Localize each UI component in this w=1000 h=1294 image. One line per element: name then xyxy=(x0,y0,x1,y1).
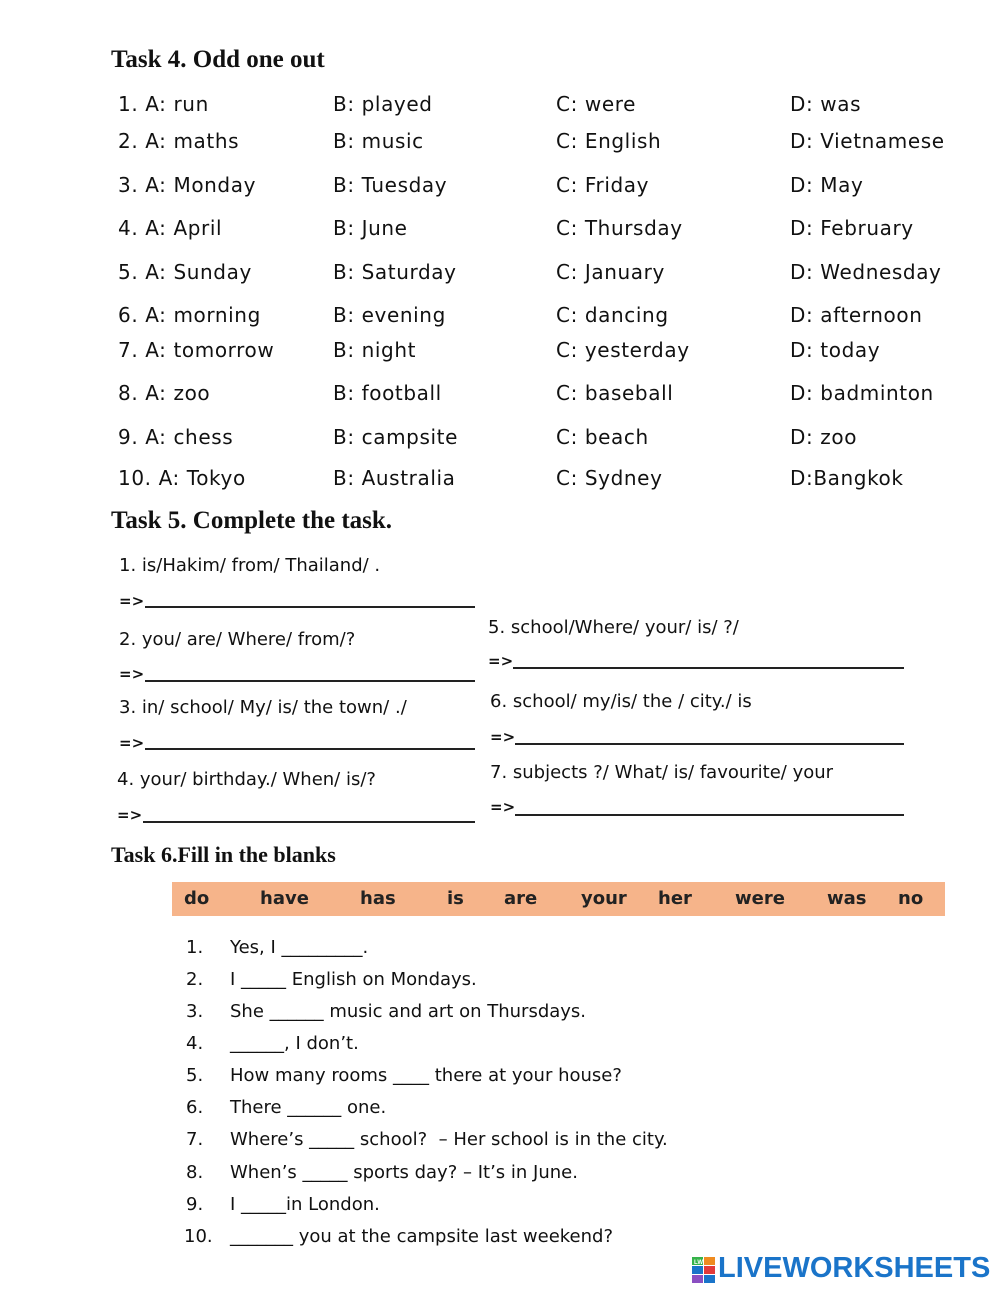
answer-arrow: => xyxy=(490,798,516,816)
task5-prompt-1: 1. is/Hakim/ from/ Thailand/ . xyxy=(119,555,381,576)
answer-arrow: => xyxy=(119,665,145,683)
option-d[interactable]: D: February xyxy=(790,216,914,240)
task6-title: Task 6.Fill in the blanks xyxy=(111,842,336,867)
option-d[interactable]: D: badminton xyxy=(790,381,934,405)
option-d[interactable]: D: Wednesday xyxy=(790,260,942,284)
option-b[interactable]: B: June xyxy=(333,216,408,240)
option-c[interactable]: C: January xyxy=(556,260,665,284)
word-bank-item: her xyxy=(658,888,692,909)
option-b[interactable]: B: Tuesday xyxy=(333,173,448,197)
fill-sentence[interactable]: I _____in London. xyxy=(230,1194,380,1215)
item-number: 7. xyxy=(186,1129,204,1150)
option-c[interactable]: C: were xyxy=(556,92,637,116)
option-c[interactable]: C: Thursday xyxy=(556,216,683,240)
item-number: 6. xyxy=(186,1097,204,1118)
answer-arrow: => xyxy=(117,806,143,824)
fill-sentence[interactable]: When’s _____ sports day? – It’s in June. xyxy=(230,1162,578,1183)
fill-sentence[interactable]: How many rooms ____ there at your house? xyxy=(230,1065,622,1086)
fill-sentence[interactable]: Yes, I _________. xyxy=(230,937,369,958)
word-bank-item: has xyxy=(360,888,396,909)
option-c[interactable]: C: Sydney xyxy=(556,466,663,490)
liveworksheets-logo-text: LIVEWORKSHEETS xyxy=(718,1252,991,1284)
option-d[interactable]: D: today xyxy=(790,338,881,362)
task5-prompt-5: 5. school/Where/ your/ is/ ?/ xyxy=(488,617,739,638)
fill-sentence[interactable]: There ______ one. xyxy=(230,1097,387,1118)
option-c[interactable]: C: yesterday xyxy=(556,338,690,362)
task5-prompt-2: 2. you/ are/ Where/ from/? xyxy=(119,629,356,650)
word-bank-item: do xyxy=(184,888,210,909)
task5-prompt-4: 4. your/ birthday./ When/ is/? xyxy=(117,769,376,790)
option-a[interactable]: 8. A: zoo xyxy=(118,381,211,405)
fill-sentence[interactable]: I _____ English on Mondays. xyxy=(230,969,477,990)
word-bank xyxy=(172,882,945,916)
item-number: 1. xyxy=(186,937,204,958)
item-number: 2. xyxy=(186,969,204,990)
option-d[interactable]: D: zoo xyxy=(790,425,858,449)
answer-line-5[interactable] xyxy=(513,667,904,669)
fill-sentence[interactable]: _______ you at the campsite last weekend? xyxy=(230,1226,614,1247)
option-a[interactable]: 2. A: maths xyxy=(118,129,240,153)
fill-sentence[interactable]: Where’s _____ school? – Her school is in the city. xyxy=(230,1129,668,1150)
task5-prompt-3: 3. in/ school/ My/ is/ the town/ ./ xyxy=(119,697,407,718)
option-a[interactable]: 10. A: Tokyo xyxy=(118,466,246,490)
fill-sentence[interactable]: ______, I don’t. xyxy=(230,1033,359,1054)
option-c[interactable]: C: beach xyxy=(556,425,649,449)
task5-title: Task 5. Complete the task. xyxy=(111,507,393,534)
fill-sentence[interactable]: She ______ music and art on Thursdays. xyxy=(230,1001,587,1022)
answer-line-1[interactable] xyxy=(145,606,475,608)
answer-line-6[interactable] xyxy=(515,743,904,745)
option-b[interactable]: B: Australia xyxy=(333,466,456,490)
answer-arrow: => xyxy=(488,652,514,670)
option-d[interactable]: D: Vietnamese xyxy=(790,129,945,153)
option-a[interactable]: 3. A: Monday xyxy=(118,173,257,197)
option-b[interactable]: B: football xyxy=(333,381,442,405)
word-bank-item: are xyxy=(504,888,538,909)
item-number: 9. xyxy=(186,1194,204,1215)
option-a[interactable]: 4. A: April xyxy=(118,216,223,240)
answer-line-3[interactable] xyxy=(145,748,475,750)
word-bank-item: was xyxy=(827,888,867,909)
option-a[interactable]: 5. A: Sunday xyxy=(118,260,252,284)
option-c[interactable]: C: English xyxy=(556,129,662,153)
option-c[interactable]: C: baseball xyxy=(556,381,674,405)
item-number: 10. xyxy=(184,1226,213,1247)
option-a[interactable]: 6. A: morning xyxy=(118,303,261,327)
answer-line-2[interactable] xyxy=(145,680,475,682)
option-a[interactable]: 1. A: run xyxy=(118,92,209,116)
logo-mark-text: LW xyxy=(694,1260,703,1266)
option-b[interactable]: B: played xyxy=(333,92,433,116)
word-bank-item: have xyxy=(260,888,309,909)
word-bank-item: your xyxy=(581,888,627,909)
option-d[interactable]: D:Bangkok xyxy=(790,466,904,490)
option-d[interactable]: D: May xyxy=(790,173,864,197)
item-number: 5. xyxy=(186,1065,204,1086)
liveworksheets-logo-icon xyxy=(692,1257,716,1283)
item-number: 4. xyxy=(186,1033,204,1054)
option-b[interactable]: B: evening xyxy=(333,303,446,327)
item-number: 3. xyxy=(186,1001,204,1022)
option-d[interactable]: D: was xyxy=(790,92,862,116)
task4-title: Task 4. Odd one out xyxy=(111,46,325,73)
option-b[interactable]: B: music xyxy=(333,129,424,153)
word-bank-item: is xyxy=(447,888,464,909)
task5-prompt-6: 6. school/ my/is/ the / city./ is xyxy=(490,691,752,712)
answer-line-4[interactable] xyxy=(143,821,475,823)
option-b[interactable]: B: night xyxy=(333,338,417,362)
answer-line-7[interactable] xyxy=(515,814,904,816)
option-d[interactable]: D: afternoon xyxy=(790,303,923,327)
option-c[interactable]: C: Friday xyxy=(556,173,650,197)
answer-arrow: => xyxy=(490,728,516,746)
option-b[interactable]: B: Saturday xyxy=(333,260,457,284)
task5-prompt-7: 7. subjects ?/ What/ is/ favourite/ your xyxy=(490,762,834,783)
word-bank-item: no xyxy=(898,888,924,909)
option-a[interactable]: 9. A: chess xyxy=(118,425,234,449)
answer-arrow: => xyxy=(119,592,145,610)
option-a[interactable]: 7. A: tomorrow xyxy=(118,338,275,362)
item-number: 8. xyxy=(186,1162,204,1183)
answer-arrow: => xyxy=(119,734,145,752)
word-bank-item: were xyxy=(735,888,785,909)
option-c[interactable]: C: dancing xyxy=(556,303,669,327)
option-b[interactable]: B: campsite xyxy=(333,425,458,449)
